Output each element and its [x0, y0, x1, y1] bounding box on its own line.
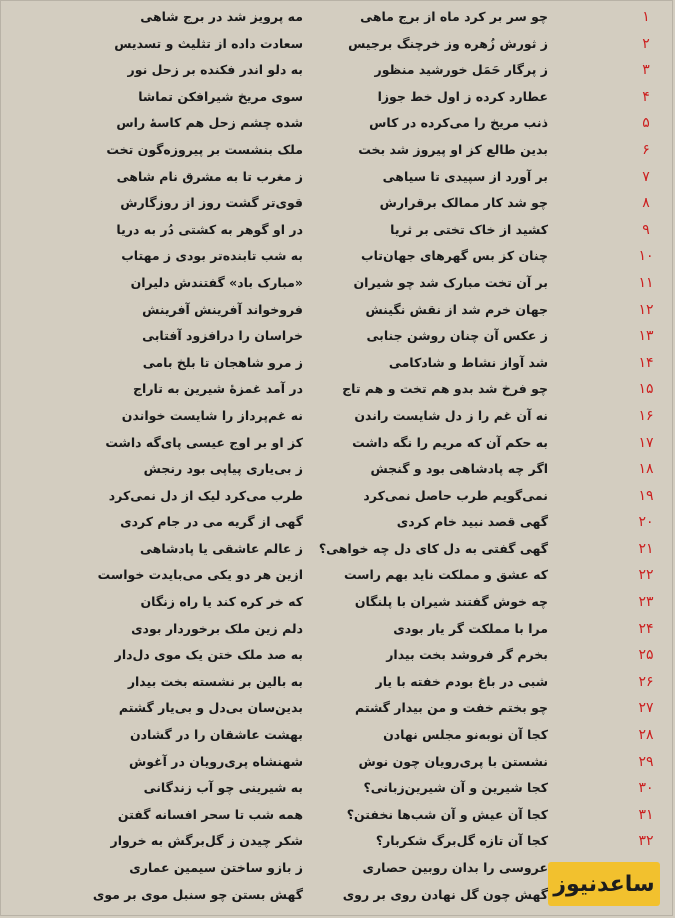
verse-row: [0, 669, 675, 696]
second-hemistich: به شب تابنده‌تر بودی ز مهتاب: [121, 248, 303, 264]
second-hemistich: به دلو اندر فکنده بر زحل نور: [127, 62, 303, 78]
first-hemistich: ز پرگار حَمَل خورشید منظور: [374, 62, 548, 78]
second-hemistich: به بالین بر نشسته بخت بیدار: [127, 673, 303, 689]
verse-number: ۳: [642, 62, 650, 79]
second-hemistich: در آمد غمزهٔ شیرین به تاراج: [133, 381, 303, 397]
verse-row: [0, 31, 675, 58]
verse-number: ۱۸: [638, 461, 654, 478]
first-hemistich: کجا شیرین و آن شیرین‌زبانی؟: [363, 780, 548, 796]
first-hemistich: ز عکس آن چنان روشن جنابی: [366, 328, 548, 344]
verse-row: [0, 509, 675, 536]
verse-row: [0, 350, 675, 377]
second-hemistich: به شیرینی چو آب زندگانی: [143, 780, 303, 796]
first-hemistich: چو سر بر کرد ماه از برج ماهی: [360, 9, 548, 24]
saednews-logo: ساعدنیوز: [548, 862, 660, 906]
verse-number: ۲۰: [638, 514, 654, 531]
first-hemistich: چه خوش گفتند شیران با پلنگان: [354, 594, 548, 610]
verse-number: ۳۰: [638, 780, 654, 797]
first-hemistich: بدین طالع کز او پیروز شد بخت: [358, 141, 548, 157]
verse-row: [0, 430, 675, 457]
first-hemistich: کشید از خاک تختی بر ثریا: [390, 221, 548, 237]
second-hemistich: فروخواند آفرینش آفرینش: [142, 301, 303, 317]
verse-number: ۱۳: [638, 328, 654, 345]
second-hemistich: بدین‌سان بی‌دل و بی‌یار گشتم: [118, 700, 303, 716]
verse-row: [0, 110, 675, 137]
first-hemistich: گهی قصد نبید خام کردی: [396, 514, 548, 530]
first-hemistich: گهش چون گل نهادن روی بر روی: [342, 886, 548, 902]
verse-number: ۱۲: [638, 301, 654, 318]
verse-row: [0, 562, 675, 589]
verse-number: ۲: [642, 35, 650, 52]
first-hemistich: که عشق و مملکت ناید بهم راست: [343, 567, 548, 583]
verse-number: ۲۵: [638, 647, 654, 664]
second-hemistich: خراسان را درافزود آفتابی: [142, 328, 303, 344]
verse-row: [0, 217, 675, 244]
verse-row: [0, 589, 675, 616]
first-hemistich: چو شد کار ممالک برقرارش: [379, 195, 548, 211]
second-hemistich: سوی مریخ شیرافکن تماشا: [138, 88, 303, 104]
verse-row: [0, 57, 675, 84]
verse-number: ۷: [642, 168, 650, 185]
first-hemistich: چو بختم خفت و من بیدار گشتم: [355, 700, 548, 716]
verse-number: ۵: [642, 115, 650, 132]
verse-number: ۲۱: [638, 540, 654, 557]
first-hemistich: چو فرخ شد بدو هم تخت و هم تاج: [342, 381, 548, 397]
verse-number: ۲۳: [638, 594, 654, 611]
second-hemistich: در او گوهر به کشتی دُر به دریا: [116, 221, 303, 237]
first-hemistich: کجا آن نوبه‌نو مجلس نهادن: [383, 727, 548, 743]
first-hemistich: اگر چه پادشاهی بود و گنجش: [370, 461, 548, 477]
first-hemistich: گهی گفتی به دل کای دل چه خواهی؟: [318, 540, 548, 556]
verse-number: ۶: [642, 141, 650, 158]
verse-row: [0, 828, 675, 855]
first-hemistich: شد آواز نشاط و شادکامی: [388, 354, 548, 370]
poem-table: [0, 4, 675, 908]
first-hemistich: کجا آن عیش و آن شب‌ها نخفتن؟: [346, 806, 548, 822]
verse-row: [0, 4, 675, 31]
second-hemistich: سعادت داده از تثلیث و تسدیس: [114, 35, 303, 51]
verse-number: ۱۴: [638, 354, 654, 371]
second-hemistich: «مبارک باد» گفتندش دلیران: [130, 274, 303, 290]
second-hemistich: کز او بر اوج عیسی پای‌گه داشت: [105, 434, 303, 450]
verse-row: [0, 456, 675, 483]
verse-row: [0, 323, 675, 350]
second-hemistich: شکر چیدن ز گل‌برگش به خروار: [110, 833, 303, 849]
first-hemistich: چنان کز بس گهرهای جهان‌تاب: [361, 248, 548, 264]
verse-row: [0, 137, 675, 164]
verse-row: [0, 190, 675, 217]
first-hemistich: کجا آن تازه گل‌برگ شکربار؟: [375, 833, 548, 849]
second-hemistich: طرب می‌کرد لیک از دل نمی‌کرد: [108, 487, 303, 503]
second-hemistich: ز بی‌یاری پیاپی بود رنجش: [143, 461, 303, 477]
second-hemistich: همه شب تا سحر افسانه گفتن: [117, 806, 303, 822]
verse-number: ۸: [642, 195, 650, 212]
second-hemistich: بهشت عاشقان را در گشادن: [129, 727, 303, 743]
first-hemistich: بر آورد از سپیدی تا سیاهی: [382, 168, 548, 184]
second-hemistich: ز عالم عاشقی یا پادشاهی: [140, 540, 303, 556]
first-hemistich: عطارد کرده ز اول خط جوزا: [377, 88, 548, 104]
verse-number: ۱: [642, 9, 650, 25]
first-hemistich: نشستن با پری‌رویان چون نوش: [358, 753, 548, 769]
verse-row: [0, 376, 675, 403]
verse-number: ۳۱: [638, 806, 654, 823]
verse-number: ۹: [642, 221, 650, 238]
first-hemistich: به حکم آن که مریم را نگه داشت: [352, 434, 548, 450]
verse-row: [0, 403, 675, 430]
verse-row: [0, 616, 675, 643]
verse-row: [0, 642, 675, 669]
verse-number: ۳۲: [638, 833, 654, 850]
verse-row: [0, 722, 675, 749]
verse-number: ۱۰: [638, 248, 654, 265]
verse-number: ۱۶: [638, 407, 654, 424]
verse-row: [0, 483, 675, 510]
second-hemistich: به صد ملک ختن یک موی دل‌دار: [114, 647, 303, 663]
second-hemistich: قوی‌تر گشت روز از روزگارش: [120, 195, 303, 211]
second-hemistich: ز بازو ساختن سیمین عماری: [129, 860, 303, 875]
verse-row: [0, 297, 675, 324]
verse-row: [0, 270, 675, 297]
second-hemistich: گهی از گریه می در جام کردی: [120, 514, 303, 530]
verse-number: ۲۶: [638, 673, 654, 690]
verse-row: [0, 695, 675, 722]
verse-number: ۱۱: [638, 274, 654, 291]
second-hemistich: نه غم‌پرداز را شایست خواندن: [121, 407, 303, 423]
first-hemistich: ذنب مریخ را می‌کرده در کاس: [369, 115, 548, 131]
verse-number: ۲۲: [638, 567, 654, 584]
second-hemistich: گهش بستن چو سنبل موی بر موی: [92, 886, 303, 902]
verse-number: ۴: [642, 88, 650, 105]
verse-number: ۲۸: [638, 727, 654, 744]
second-hemistich: مه پرویز شد در برج شاهی: [140, 9, 303, 24]
second-hemistich: دلم زین ملک برخوردار بودی: [131, 620, 303, 636]
verse-number: ۲۷: [638, 700, 654, 717]
second-hemistich: ازین هر دو یکی می‌بایدت خواست: [97, 567, 303, 583]
verse-row: [0, 243, 675, 270]
first-hemistich: نه آن غم را ز دل شایست راندن: [354, 407, 548, 423]
second-hemistich: ملک بنشست بر پیروزه‌گون تخت: [106, 141, 303, 157]
first-hemistich: شبی در باغ بودم خفته با یار: [375, 673, 548, 689]
second-hemistich: ز مغرب تا به مشرق نام شاهی: [116, 168, 303, 184]
second-hemistich: ز مرو شاهجان تا بلخ بامی: [142, 354, 303, 370]
verse-row: [0, 749, 675, 776]
verse-row: [0, 164, 675, 191]
verse-row: [0, 775, 675, 802]
first-hemistich: بر آن تخت مبارک شد چو شیران: [353, 274, 548, 290]
first-hemistich: عروسی را بدان روبین حصاری: [362, 860, 548, 875]
second-hemistich: که خر کره کند یا راه زنگان: [140, 594, 303, 610]
first-hemistich: مرا با مملکت گر یار بودی: [393, 620, 548, 636]
verse-row: [0, 84, 675, 111]
first-hemistich: نمی‌گویم طرب حاصل نمی‌کرد: [363, 487, 548, 503]
first-hemistich: ز ثورش زُهره وز خرچنگ برجیس: [348, 35, 548, 51]
first-hemistich: جهان خرم شد از نقش نگینش: [365, 301, 548, 317]
verse-row: [0, 802, 675, 829]
second-hemistich: شهنشاه پری‌رویان در آغوش: [129, 753, 303, 769]
second-hemistich: شده چشم زحل هم کاسهٔ راس: [116, 115, 303, 131]
verse-number: ۲۹: [638, 753, 654, 770]
first-hemistich: بخرم گر فروشد بخت بیدار: [386, 647, 548, 663]
verse-row: [0, 536, 675, 563]
verse-number: ۲۴: [638, 620, 654, 637]
verse-number: ۱۵: [638, 381, 654, 398]
verse-number: ۱۹: [638, 487, 654, 504]
verse-number: ۱۷: [638, 434, 654, 451]
